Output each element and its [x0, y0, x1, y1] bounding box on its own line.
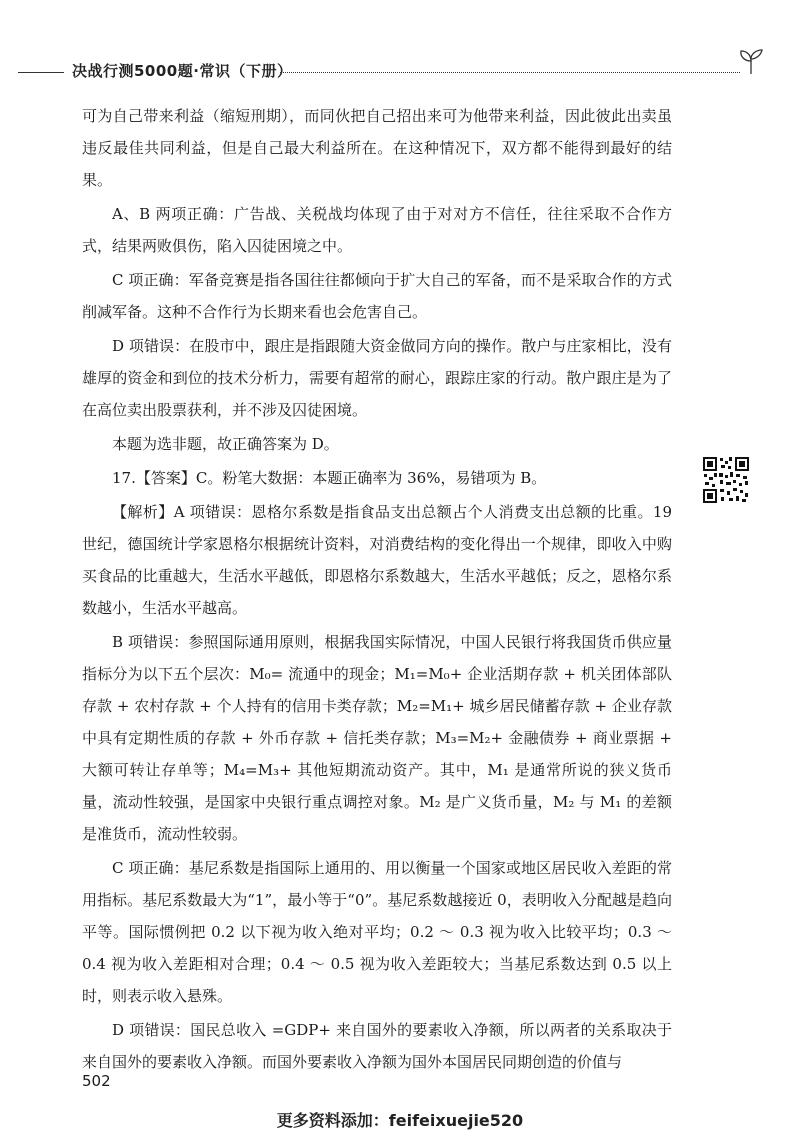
paragraph-q17-option-c: C 项正确：基尼系数是指国际上通用的、用以衡量一个国家或地区居民收入差距的常用指标。基尼系数最大为“1”，最小等于“0”。基尼系数越接近 0，表明收入分配越是趋向平等。国际惯例把 0.2 以下视为收入绝对平均；0.2 ～ 0.3 视为收入比较平均；0.3 ～ 0.4 视为收入差距相对合理；0.4 ～ 0.5 视为收入差距较大；当基尼系数达到 0.5 以上时，则表示收入悬殊。 — [82, 859, 672, 1005]
paragraph-q17-option-b: B 项错误：参照国际通用原则，根据我国实际情况，中国人民银行将我国货币供应量指标分为以下五个层次：M₀= 流通中的现金；M₁=M₀+ 企业活期存款 + 机关团体部队存款 + 农村存款 + 个人持有的信用卡类存款；M₂=M₁+ 城乡居民储蓄存款 + 企业存款中具有定期性质的存款 + 外币存款 + 信托类存款；M₃=M₂+ 金融债券 + 商业票据 + 大额可转让存单等；M₄=M₃+ 其他短期流动资产。其中，M₁ 是通常所说的狭义货币量，流动性较强，是国家中央银行重点调控对象。M₂ 是广义货币量，M₂ 与 M₁ 的差额是准货币，流动性较弱。 — [82, 633, 672, 843]
paragraph-q17-analysis-a: 【解析】A 项错误：恩格尔系数是指食品支出总额占个人消费支出总额的比重。19 世纪，德国统计学家恩格尔根据统计资料，对消费结构的变化得出一个规律，即收入中购买食品的比重越大，生活水平越低，即恩格尔系数越大，生活水平越低；反之，恩格尔系数越小，生活水平越高。 — [82, 503, 672, 617]
paragraph-continuation: 可为自己带来利益（缩短刑期），而同伙把自己招出来可为他带来利益，因此彼此出卖虽违反最佳共同利益，但是自己最大利益所在。在这种情况下，双方都不能得到最好的结果。 — [82, 107, 672, 189]
qr-code-icon[interactable] — [702, 456, 750, 504]
paragraph-q17-option-d: D 项错误：国民总收入 =GDP+ 来自国外的要素收入净额，所以两者的关系取决于来自国外的要素收入净额。而国外要素收入净额为国外本国居民同期创造的价值与 — [82, 1021, 672, 1071]
paragraph-conclusion: 本题为选非题，故正确答案为 D。 — [112, 435, 339, 453]
running-header-title: 决战行测5000题·常识（下册） — [72, 62, 293, 80]
paragraph-q17-answer: 17.【答案】C。粉笔大数据：本题正确率为 36%，易错项为 B。 — [112, 469, 547, 487]
header-rule-right — [280, 72, 740, 73]
header-rule-left — [18, 72, 64, 73]
paragraph-option-c: C 项正确：军备竞赛是指各国往往都倾向于扩大自己的军备，而不是采取合作的方式削减军备。这种不合作行为长期来看也会危害自己。 — [82, 271, 672, 321]
page-number: 502 — [82, 1072, 111, 1090]
footer-contact-note: 更多资料添加：feifeixuejie520 — [276, 1111, 524, 1130]
paragraph-option-d: D 项错误：在股市中，跟庄是指跟随大资金做同方向的操作。散户与庄家相比，没有雄厚的资金和到位的技术分析力，需要有超常的耐心，跟踪庄家的行动。散户跟庄是为了在高位卖出股票获利，并不涉及囚徒困境。 — [82, 337, 672, 419]
body-text — [82, 100, 672, 1078]
paragraph-option-ab: A、B 两项正确：广告战、关税战均体现了由于对对方不信任，往往采取不合作方式，结果两败俱伤，陷入囚徒困境之中。 — [82, 205, 672, 255]
sprout-icon — [736, 46, 766, 76]
